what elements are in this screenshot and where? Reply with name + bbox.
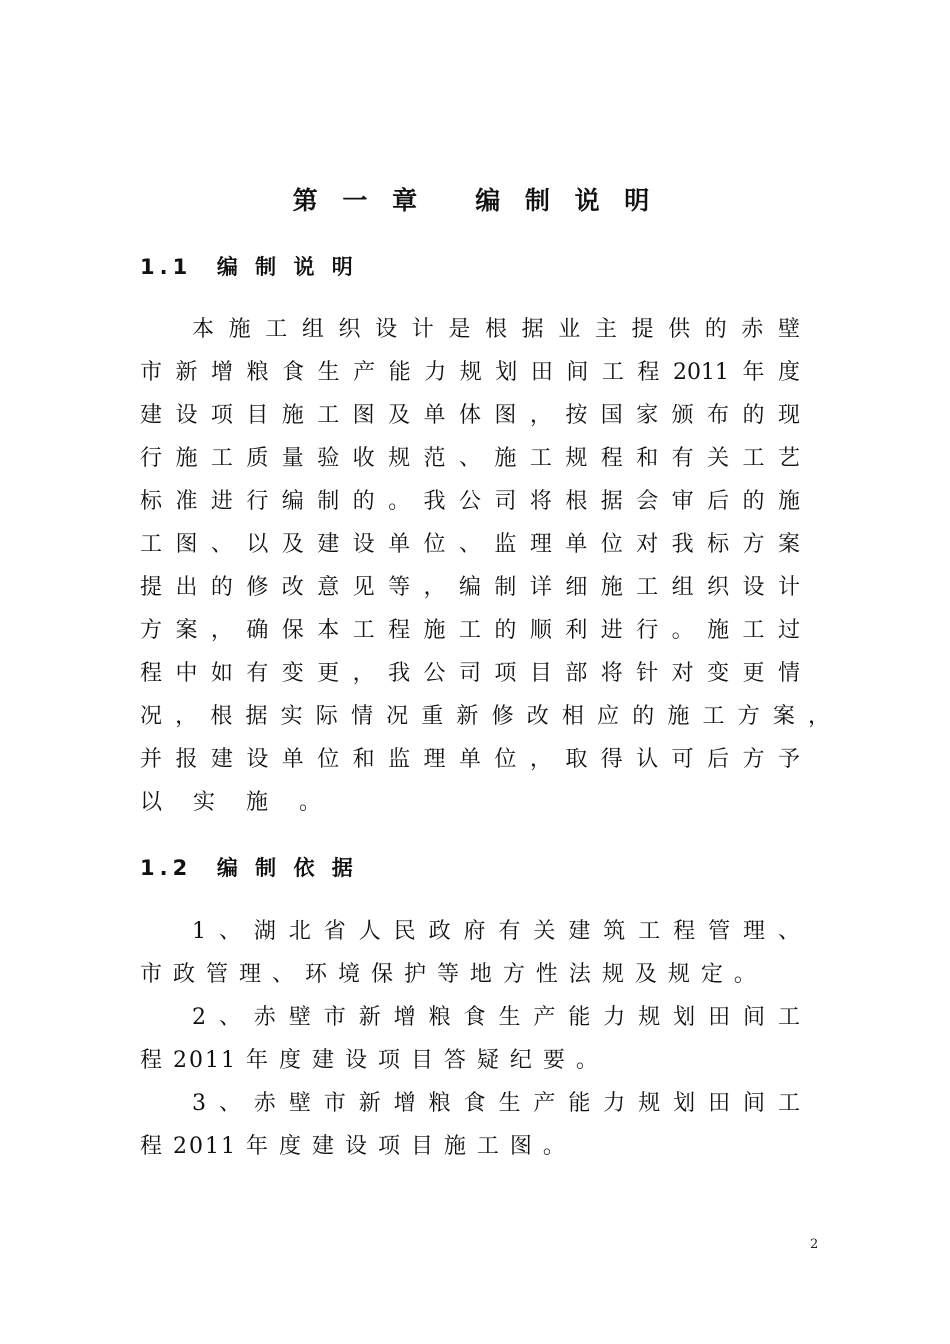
paragraph-line: 方案，确保本工程施工的顺利进行。施工过 [140, 618, 800, 643]
basis-item-line: 市 政 管 理 、 环 境 保 护 等 地 方 性 法 规 及 规 定 。 [140, 962, 758, 987]
paragraph-line: 标准进行编制的。我公司将根据会审后的施 [140, 489, 800, 514]
paragraph-line: 工图、以及建设单位、监理单位对我标方案 [140, 532, 800, 557]
paragraph-line: 程中如有变更，我公司项目部将针对变更情 [140, 661, 800, 686]
paragraph-line: 以 实 施 。 [140, 790, 333, 815]
basis-item-line: 3、赤壁市新增粮食生产能力规划田间工 [192, 1091, 800, 1116]
paragraph-line: 市新增粮食生产能力规划田间工程2011年度 [140, 360, 800, 385]
paragraph-line: 况，根据实际情况重新修改相应的施工方案， [140, 704, 830, 729]
page-number: 2 [810, 1237, 819, 1252]
chapter-title: 第 一 章 编 制 说 明 [292, 186, 658, 215]
paragraph-line: 提出的修改意见等，编制详细施工组织设计 [140, 575, 800, 600]
paragraph-line: 并报建设单位和监理单位，取得认可后方予 [140, 747, 800, 772]
paragraph-line: 行施工质量验收规范、施工规程和有关工艺 [140, 446, 800, 471]
paragraph-line: 建设项目施工图及单体图，按国家颁布的现 [140, 403, 800, 428]
basis-item-line: 2、赤壁市新增粮食生产能力规划田间工 [192, 1005, 800, 1030]
paragraph-line: 本施工组织设计是根据业主提供的赤壁 [192, 317, 800, 342]
basis-item-line: 程 2011 年 度 建 设 项 目 施 工 图 。 [140, 1134, 567, 1159]
section-heading-1-1: 1.1 编 制 说 明 [140, 255, 358, 279]
basis-item-line: 1、湖北省人民政府有关建筑工程管理、 [192, 919, 800, 944]
section-heading-1-2: 1.2 编 制 依 据 [140, 856, 358, 880]
basis-item-line: 程 2011 年 度 建 设 项 目 答 疑 纪 要 。 [140, 1048, 600, 1073]
